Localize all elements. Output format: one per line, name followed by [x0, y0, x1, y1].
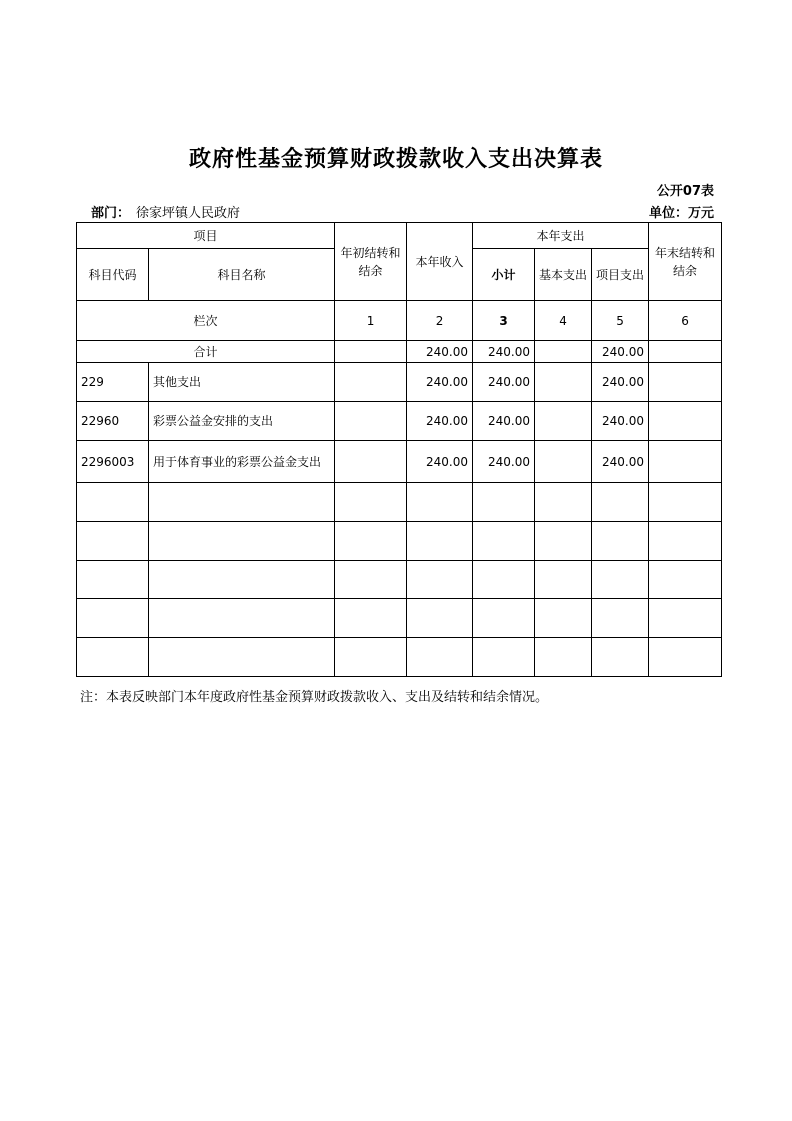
column-number-6: 6	[649, 301, 722, 341]
page-title: 政府性基金预算财政拨款收入支出决算表	[188, 147, 603, 172]
header-income: 本年收入	[407, 223, 473, 301]
column-number-5: 5	[592, 301, 649, 341]
total-row	[77, 341, 722, 363]
empty-row	[77, 483, 722, 522]
header-name: 科目名称	[149, 249, 335, 301]
header-closing-balance: 年末结转和结余	[649, 223, 722, 301]
department-label: 部门：	[91, 206, 131, 221]
table-row	[77, 363, 722, 402]
row-code: 22960	[77, 402, 149, 441]
empty-row	[77, 638, 722, 677]
row-subtotal: 240.00	[473, 441, 535, 483]
total-income: 240.00	[407, 341, 473, 363]
header-project-exp: 项目支出	[592, 249, 649, 301]
table-row	[77, 441, 722, 483]
table-row	[77, 402, 722, 441]
unit-label: 单位：万元	[648, 206, 714, 221]
empty-row	[77, 522, 722, 561]
row-basic	[535, 402, 592, 441]
row-closing	[649, 402, 722, 441]
row-income: 240.00	[407, 441, 473, 483]
column-number-4: 4	[535, 301, 592, 341]
total-closing	[649, 341, 722, 363]
total-label: 合计	[77, 341, 335, 363]
column-number-1: 1	[335, 301, 407, 341]
header-subtotal: 小计	[473, 249, 535, 301]
column-number-label: 栏次	[77, 301, 335, 341]
row-name: 用于体育事业的彩票公益金支出	[149, 441, 335, 483]
column-number-row	[77, 301, 722, 341]
row-project: 240.00	[592, 441, 649, 483]
budget-table	[76, 222, 722, 677]
row-code: 2296003	[77, 441, 149, 483]
department-line	[91, 202, 240, 221]
row-income: 240.00	[407, 402, 473, 441]
row-project: 240.00	[592, 363, 649, 402]
form-number: 公开07表	[656, 184, 714, 199]
row-name: 其他支出	[149, 363, 335, 402]
header-opening-balance: 年初结转和结余	[335, 223, 407, 301]
row-project: 240.00	[592, 402, 649, 441]
department-value: 徐家坪镇人民政府	[136, 206, 241, 221]
row-income: 240.00	[407, 363, 473, 402]
header-code: 科目代码	[77, 249, 149, 301]
empty-row	[77, 599, 722, 638]
header-basic: 基本支出	[535, 249, 592, 301]
empty-row	[77, 561, 722, 599]
total-project: 240.00	[592, 341, 649, 363]
header-row-1	[77, 223, 722, 249]
total-opening	[335, 341, 407, 363]
row-subtotal: 240.00	[473, 363, 535, 402]
column-number-3: 3	[473, 301, 535, 341]
total-basic	[535, 341, 592, 363]
footnote: 注：本表反映部门本年度政府性基金预算财政拨款收入、支出及结转和结余情况。	[80, 690, 549, 705]
header-expenditure: 本年支出	[473, 223, 649, 249]
row-opening	[335, 363, 407, 402]
row-closing	[649, 363, 722, 402]
row-basic	[535, 363, 592, 402]
row-opening	[335, 441, 407, 483]
row-code: 229	[77, 363, 149, 402]
row-opening	[335, 402, 407, 441]
total-subtotal: 240.00	[473, 341, 535, 363]
header-project: 项目	[77, 223, 335, 249]
row-basic	[535, 441, 592, 483]
column-number-2: 2	[407, 301, 473, 341]
row-subtotal: 240.00	[473, 402, 535, 441]
row-name: 彩票公益金安排的支出	[149, 402, 335, 441]
row-closing	[649, 441, 722, 483]
